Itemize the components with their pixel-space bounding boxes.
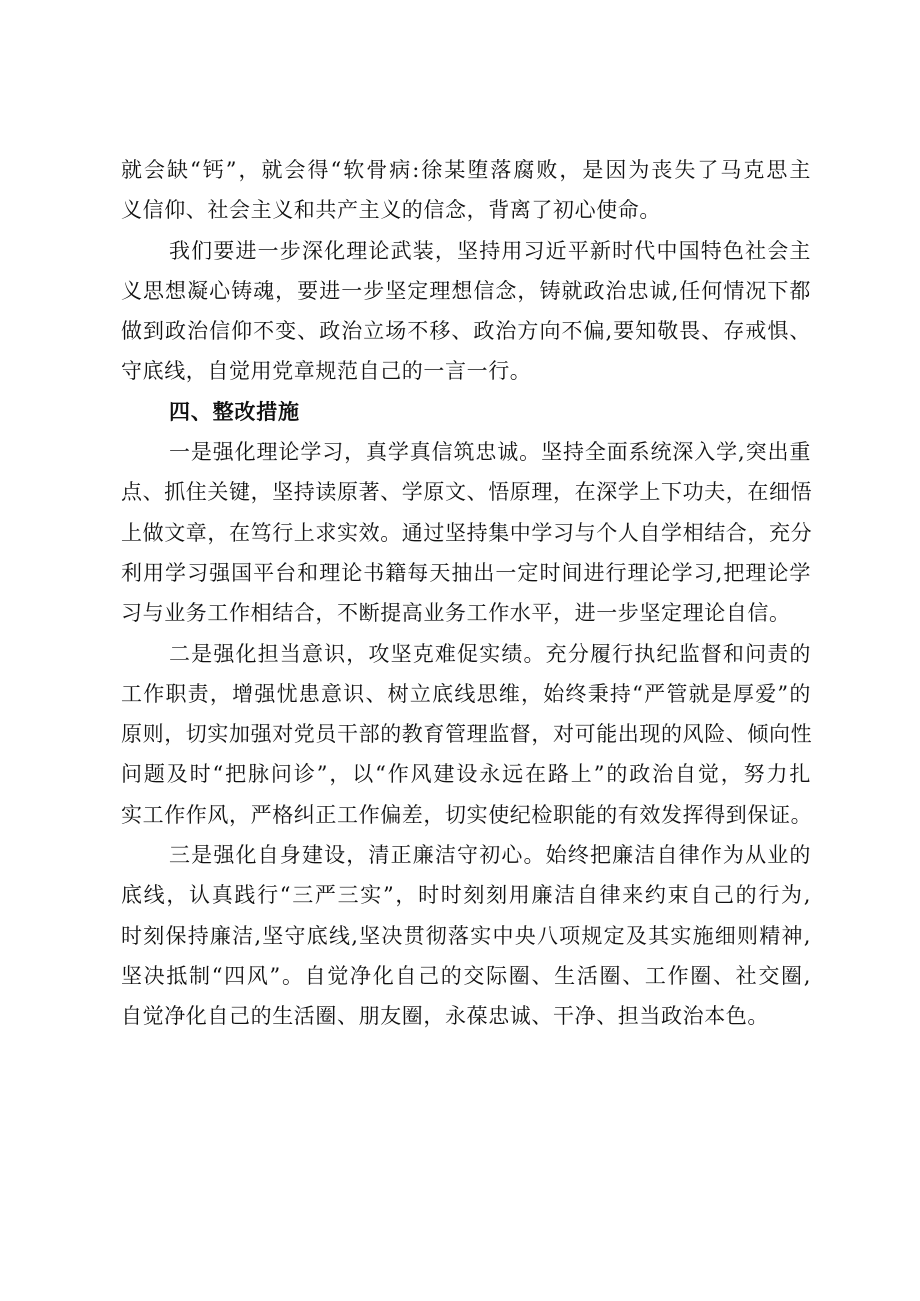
text-line: 我们要进一步深化理论武装，坚持用习近平新时代中国特色社会主 (169, 238, 811, 263)
text-line: 自觉净化自己的生活圈、朋友圈，永葆忠诚、干净、担当政治本色。 (121, 1004, 769, 1029)
intro-paragraph (121, 150, 811, 231)
text-line: 一是强化理论学习，真学真信筑忠诚。坚持全面系统深入学,突出重 (169, 440, 811, 465)
section-heading: 四、整改措施 (169, 399, 300, 424)
measure-paragraph-1 (121, 432, 811, 633)
measure-paragraph-3 (121, 835, 811, 1036)
text-line: 做到政治信仰不变、政治立场不移、政治方向不偏,要知敬畏、存戒惧、 (121, 319, 811, 344)
text-line: 原则，切实加强对党员干部的教育管理监督，对可能出现的风险、倾向性 (121, 722, 813, 747)
text-line: 底线，认真践行“三严三实”，时时刻刻用廉洁自律来约束自己的行为, (121, 883, 811, 908)
text-line: 习与业务工作相结合，不断提高业务工作水平，进一步坚定理论自信。 (121, 601, 791, 626)
text-line: 义信仰、社会主义和共产主义的信念，背离了初心使命。 (121, 198, 661, 223)
text-line: 点、抓住关键，坚持读原著、学原文、悟原理，在深学上下功夫，在细悟 (121, 480, 813, 505)
theory-paragraph (121, 231, 811, 392)
text-line: 工作职责，增强忧患意识、树立底线思维，始终秉持“严管就是厚爱”的 (121, 681, 811, 706)
text-line: 就会缺“钙”，就会得“软骨病:徐某堕落腐败，是因为丧失了马克思主 (121, 158, 811, 182)
text-line: 三是强化自身建设，清正廉洁守初心。始终把廉洁自律作为从业的 (169, 843, 811, 868)
text-line: 坚决抵制“四风”。自觉净化自己的交际圈、生活圈、工作圈、社交圈, (121, 963, 811, 988)
text-line: 问题及时“把脉问诊”，以“作风建设永远在路上”的政治自觉，努力扎 (121, 762, 811, 787)
text-line: 利用学习强国平台和理论书籍每天抽出一定时间进行理论学习,把理论学 (121, 560, 811, 585)
text-line: 守底线，自觉用党章规范自己的一言一行。 (121, 359, 532, 384)
text-line: 时刻保持廉洁,坚守底线,坚决贯彻落实中央八项规定及其实施细则精神, (121, 923, 811, 948)
text-line: 义思想凝心铸魂，要进一步坚定理想信念，铸就政治忠诚,任何情况下都 (121, 278, 811, 303)
text-line: 实工作作风，严格纠正工作偏差，切实使纪检职能的有效发挥得到保证。 (121, 802, 813, 827)
measure-paragraph-2 (121, 634, 811, 835)
text-line: 上做文章，在笃行上求实效。通过坚持集中学习与个人自学相结合，充分 (121, 520, 813, 545)
document-body (121, 150, 811, 1037)
text-line: 二是强化担当意识，攻坚克难促实绩。充分履行执纪监督和问责的 (169, 641, 811, 666)
